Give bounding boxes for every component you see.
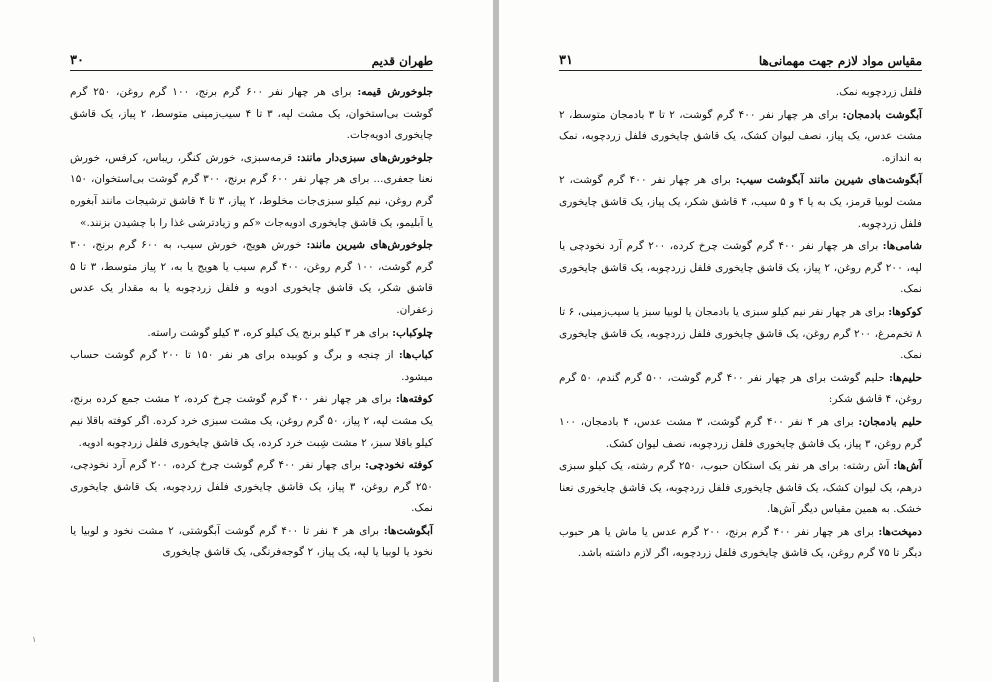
- paragraph: [559, 456, 922, 521]
- recipe-text: برای هر چهار نفر ۴۰۰ گرم برنج، ۲۰۰ گرم عدس یا ماش یا هر حبوب دیگر تا ۷۵ گرم روغن، یک قاشق چایخوری فلفل زردچوبه، اگر لازم داشته باشد.: [559, 525, 922, 560]
- recipe-text: فلفل زردچوبه نمک.: [835, 86, 922, 98]
- paragraph: [70, 345, 433, 388]
- recipe-text: برای چهار نفر ۴۰۰ گرم گوشت چرخ کرده، ۲۰۰ گرم آرد نخودچی، ۲۵۰ گرم روغن، ۳ پیاز، یک قاشق چایخوری فلفل زردچوبه، یک قاشق چایخوری نمک.: [70, 459, 433, 515]
- recipe-term: دمپخت‌ها:: [878, 525, 922, 538]
- recipe-text: برای هر چهار نفر ۴۰۰ گرم گوشت، ۲ تا ۳ بادمجان متوسط، ۲ مشت عدس، یک پیاز، نصف لیوان کشک، یک قاشق چایخوری فلفل زردچوبه، نمک به اندازه.: [559, 108, 922, 164]
- recipe-text: آش رشته: برای هر نفر یک استکان حبوب، ۲۵۰ گرم رشته، یک کیلو سبزی درهم، یک لیوان کشک، یک قاشق چایخوری فلفل زردچوبه، یک قاشق چایخوری نعنا خشک. به همین مقیاس دیگر آش‌ها.: [559, 460, 922, 516]
- paragraph: [70, 521, 433, 564]
- recipe-text: برای هر چهار نفر ۶۰۰ گرم برنج، ۱۰۰ گرم روغن، ۲۵۰ گرم گوشت بی‌استخوان، یک مشت لپه، ۳ تا ۴ سیب‌زمینی متوسط، ۲ پیاز، یک قاشق چایخوری ادویه‌جات.: [70, 86, 433, 142]
- recipe-term: چلوکباب:: [392, 326, 433, 339]
- left-page-title: طهران قدیم: [371, 54, 433, 68]
- paragraph: [559, 302, 922, 367]
- recipe-text: برای هر چهار نفر ۴۰۰ گرم گوشت، ۲ مشت لوبیا قرمز، یک به یا ۴ و ۵ سیب، ۴ قاشق شکر، یک پیاز، یک قاشق چایخوری فلفل زردچوبه.: [559, 174, 922, 230]
- right-page-number: ۳۱: [559, 53, 573, 68]
- right-page: [499, 0, 992, 682]
- recipe-term: آبگوشت بادمجان:: [842, 108, 922, 121]
- recipe-term: جلوخورش‌های سبزی‌دار مانند:: [296, 151, 433, 164]
- recipe-term: کوفته نخودچی:: [365, 459, 433, 472]
- margin-mark: ۱: [32, 635, 37, 644]
- recipe-text: برای هر ۴ نفر تا ۴۰۰ گرم گوشت آبگوشتی، ۲ مشت نخود و لوبیا یا نخود یا لوبیا یا لپه، یک پیاز، ۲ گوجه‌فرنگی، یک قاشق چایخوری: [70, 524, 433, 559]
- recipe-text: برای هر چهار نفر نیم کیلو سبزی یا بادمجان یا لوبیا سبز یا سیب‌زمینی، ۶ تا ۸ تخم‌مرغ، ۲۰۰ گرم روغن، یک قاشق چایخوری فلفل زردچوبه، یک قاشق چایخوری نمک.: [559, 305, 922, 362]
- recipe-text: از چنجه و برگ و کوبیده برای هر نفر ۱۵۰ تا ۲۰۰ گرم گوشت حساب میشود.: [70, 349, 433, 383]
- recipe-text: برای هر ۳ کیلو برنج یک کیلو کره، ۳ کیلو گوشت راسته.: [147, 326, 393, 339]
- paragraph: [70, 235, 433, 321]
- paragraph: [70, 82, 433, 147]
- recipe-text: برای هر چهار نفر ۴۰۰ گرم گوشت چرخ کرده، ۲ مشت جمع کرده برنج، یک مشت لپه، ۲ پیاز، ۵۰ گرم روغن، یک مشت سبزی خرد کرده. اگر کوفته باقلا نیم کیلو باقلا سبز، ۲ مشت شِبت خرد کرده، یک قاشق چایخوری فلفل زردچوبه ادویه.: [70, 393, 433, 449]
- recipe-term: جلوخورش‌های شیرین مانند:: [306, 239, 434, 252]
- paragraph: [559, 368, 922, 411]
- left-page-number: ۳۰: [70, 53, 84, 68]
- recipe-term: حلیم بادمجان:: [858, 415, 922, 428]
- recipe-term: آبگوشت‌ها:: [383, 524, 433, 537]
- right-page-header: [559, 50, 922, 71]
- recipe-term: آش‌ها:: [893, 460, 922, 473]
- right-page-body: [559, 82, 922, 566]
- right-page-title: مقیاس مواد لازم جهت مهمانی‌ها: [758, 54, 922, 68]
- recipe-term: کوکوها:: [888, 305, 923, 318]
- recipe-term: شامی‌ها:: [882, 240, 923, 253]
- paragraph: [70, 148, 433, 234]
- paragraph: [559, 105, 922, 170]
- recipe-term: آبگوشت‌های شیرین مانند آبگوشت سیب:: [735, 174, 922, 187]
- left-page-header: [70, 50, 433, 71]
- paragraph: [559, 412, 922, 455]
- paragraph: [559, 236, 922, 301]
- recipe-text: حلیم گوشت برای هر چهار نفر ۴۰۰ گرم گوشت، ۵۰۰ گرم گندم، ۵۰ گرم روغن، ۴ قاشق شکر:: [559, 371, 922, 406]
- recipe-text: قرمه‌سبزی، خورش کنگر، ریباس، کرفس، خورش نعنا جعفری... برای هر چهار نفر ۶۰۰ گرم برنج، ۳۰۰ گرم گوشت بی‌استخوان، ۱۵۰ گرم روغن، نیم کیلو سبزی‌جات مخلوط، ۲ پیاز، ۳ تا ۴ قاشق ترشیجات مانند آبغوره یا آبلیمو، یک قاشق چایخوری ادویه‌جات «کم و زیادترشی غذا را با چشیدن بزنند.»: [70, 151, 433, 229]
- recipe-term: حلیم‌ها:: [888, 371, 922, 384]
- recipe-text: خورش هویج، خورش سیب، به ۶۰۰ گرم برنج، ۳۰۰ گرم گوشت، ۱۰۰ گرم روغن، ۴۰۰ گرم سیب یا هویج یا به، ۲ پیاز متوسط، ۳ تا ۵ قاشق شکر، یک قاشق چایخوری ادویه و فلفل زردچوبه یا به مقدار یک عدس زعفران.: [70, 239, 433, 316]
- paragraph: [70, 389, 433, 454]
- left-page: [0, 0, 493, 682]
- left-page-body: [70, 82, 433, 565]
- recipe-term: کوفته‌ها:: [395, 393, 434, 406]
- paragraph: [559, 82, 922, 104]
- recipe-term: کباب‌ها:: [398, 349, 434, 362]
- paragraph: [559, 522, 922, 565]
- recipe-term: جلوخورش قیمه:: [357, 86, 433, 98]
- paragraph: [70, 455, 433, 520]
- recipe-text: برای هر ۴ نفر ۴۰۰ گرم گوشت، ۳ مشت عدس، ۴ بادمجان، ۱۰۰ گرم روغن، ۳ پیاز، یک قاشق چایخوری فلفل زردچوبه، نصف لیوان کشک.: [559, 415, 922, 450]
- paragraph: [559, 170, 922, 235]
- paragraph: [70, 323, 433, 345]
- recipe-text: برای هر چهار نفر ۴۰۰ گرم گوشت چرخ کرده، ۲۰۰ گرم آرد نخودچی یا لپه، ۲۰۰ گرم روغن، ۲ پیاز، یک قاشق چایخوری فلفل زردچوبه، یک قاشق چایخوری نمک.: [559, 240, 922, 296]
